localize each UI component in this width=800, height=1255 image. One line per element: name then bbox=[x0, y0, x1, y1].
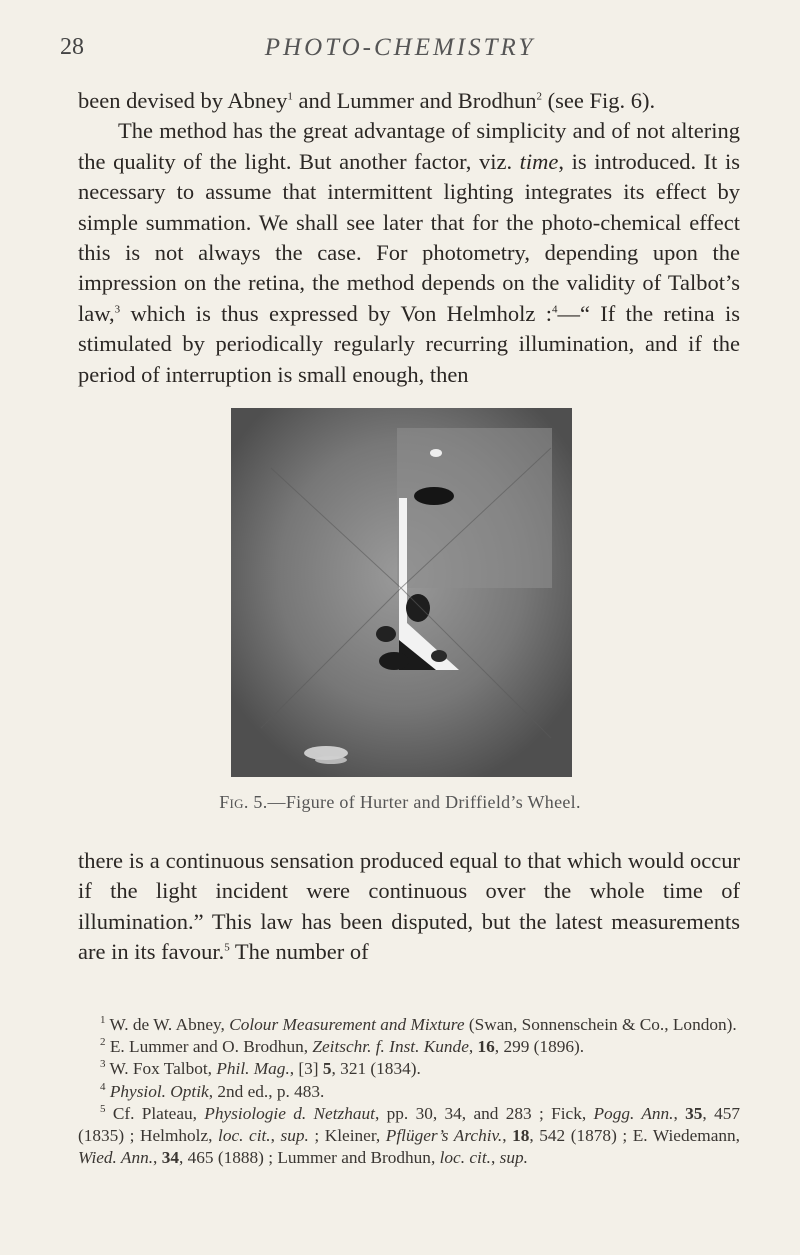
text: (Swan, Sonnenschein & Co., London). bbox=[464, 1015, 737, 1034]
footnote-ref: 2 bbox=[536, 90, 543, 103]
text: , is introduced. It is necessary to assume that intermittent lighting integrates its effect by simple summation. We shall see later that for the photo-chemical effect this is not always the case. For photometry, depending upon the impression on the retina, the method depends on the validity of Talbot’s law, bbox=[78, 148, 741, 326]
text-block bbox=[78, 116, 740, 390]
footnote-ref: 4 bbox=[551, 303, 558, 316]
footnote-number: 4 bbox=[100, 1080, 106, 1093]
text: , 457 (1835) ; Helmholz, bbox=[78, 1103, 740, 1146]
page-header bbox=[60, 34, 740, 74]
citation-journal: Wied. Ann. bbox=[78, 1148, 154, 1168]
footnote-number: 1 bbox=[100, 1014, 106, 1027]
text: W. Fox Talbot, bbox=[105, 1059, 217, 1079]
citation-volume: 5 bbox=[322, 1059, 332, 1079]
page-number: 28 bbox=[60, 34, 84, 60]
citation-volume: 35 bbox=[685, 1103, 703, 1123]
text: W. de W. Abney, bbox=[105, 1015, 230, 1034]
text: , bbox=[502, 1126, 513, 1146]
wheel-photo-illustration bbox=[231, 408, 572, 777]
citation-volume: 18 bbox=[512, 1126, 530, 1146]
footnote-1 bbox=[78, 1014, 740, 1036]
text: The method has the great advantage of simplicity and of not altering the quality of the light. But another factor, viz. bbox=[78, 118, 740, 174]
citation-title: Colour Measurement and Mixture bbox=[229, 1015, 465, 1034]
footnote-number: 2 bbox=[100, 1036, 106, 1049]
footnote-4 bbox=[78, 1081, 740, 1103]
footnote-2 bbox=[78, 1036, 740, 1058]
text: , [3] bbox=[289, 1059, 323, 1079]
text: , 465 (1888) ; Lummer and Brodhun, bbox=[178, 1148, 440, 1168]
footnote-5 bbox=[78, 1103, 740, 1170]
footnote-ref: 5 bbox=[224, 941, 230, 954]
footnote-ref: 3 bbox=[114, 303, 121, 316]
text: , bbox=[673, 1103, 686, 1123]
text: , 321 (1834). bbox=[331, 1059, 421, 1079]
text: , bbox=[270, 1126, 281, 1146]
citation-volume: 16 bbox=[477, 1037, 495, 1057]
citation-loc: loc. cit. bbox=[218, 1126, 271, 1146]
caption-label: Fig. 5. bbox=[219, 792, 268, 812]
footnote-number: 3 bbox=[100, 1058, 106, 1071]
text: , pp. 30, 34, and 283 ; Fick, bbox=[374, 1103, 594, 1123]
citation-sup: sup. bbox=[280, 1126, 309, 1146]
citation-title: Physiol. Optik bbox=[109, 1081, 209, 1101]
text: and Lummer and Brodhun bbox=[292, 88, 537, 113]
emphasis: time bbox=[519, 148, 559, 174]
text: been devised by Abney bbox=[78, 88, 288, 113]
footnote-number: 5 bbox=[100, 1103, 106, 1116]
text-block bbox=[78, 86, 740, 116]
text: which is thus expressed by Von Helmholz : bbox=[120, 300, 552, 326]
text: , 299 (1896). bbox=[494, 1037, 585, 1057]
text: , 2nd ed., p. 483. bbox=[208, 1081, 325, 1101]
figure-caption bbox=[0, 792, 800, 813]
text: , bbox=[490, 1148, 500, 1168]
text: , bbox=[153, 1148, 162, 1168]
text: , 542 (1878) ; E. Wiedemann, bbox=[529, 1126, 740, 1146]
text: —“ If the retina is stimulated by periodically regularly recurring illumination, and if the period of interruption is small enough, then bbox=[78, 300, 740, 387]
text-block bbox=[78, 846, 740, 968]
citation-loc: loc. cit. bbox=[439, 1148, 491, 1168]
body-paragraph-2 bbox=[78, 846, 740, 968]
caption-text: —Figure of Hurter and Driffield’s Wheel. bbox=[267, 792, 581, 812]
citation-volume: 34 bbox=[161, 1148, 179, 1168]
text: ; Kleiner, bbox=[308, 1126, 386, 1146]
citation-journal: Phil. Mag. bbox=[216, 1059, 290, 1079]
citation-journal: Pflüger’s Archiv. bbox=[385, 1126, 503, 1146]
figure-photo bbox=[231, 408, 572, 777]
footnote-ref: 1 bbox=[287, 90, 293, 103]
citation-journal: Pogg. Ann. bbox=[593, 1103, 674, 1123]
text: Cf. Plateau, bbox=[105, 1103, 205, 1123]
citation-journal: Zeitschr. f. Inst. Kunde bbox=[312, 1037, 469, 1057]
text: , bbox=[468, 1037, 478, 1057]
text: (see Fig. 6). bbox=[542, 88, 656, 113]
citation-title: Physiologie d. Netzhaut bbox=[204, 1103, 375, 1123]
citation-sup: sup. bbox=[499, 1148, 528, 1168]
text: E. Lummer and O. Brodhun, bbox=[105, 1037, 313, 1057]
body-paragraph-1 bbox=[78, 86, 740, 390]
footnote-3 bbox=[78, 1058, 740, 1080]
text: The number of bbox=[229, 939, 369, 965]
footnotes bbox=[78, 1014, 740, 1169]
running-title: PHOTO-CHEMISTRY bbox=[264, 34, 536, 61]
text: there is a continuous sensation produced equal to that which would occur if the light incident were continuous over the whole time of illumination.” This law has been disputed, but the latest measurements are in its favour. bbox=[78, 848, 740, 965]
